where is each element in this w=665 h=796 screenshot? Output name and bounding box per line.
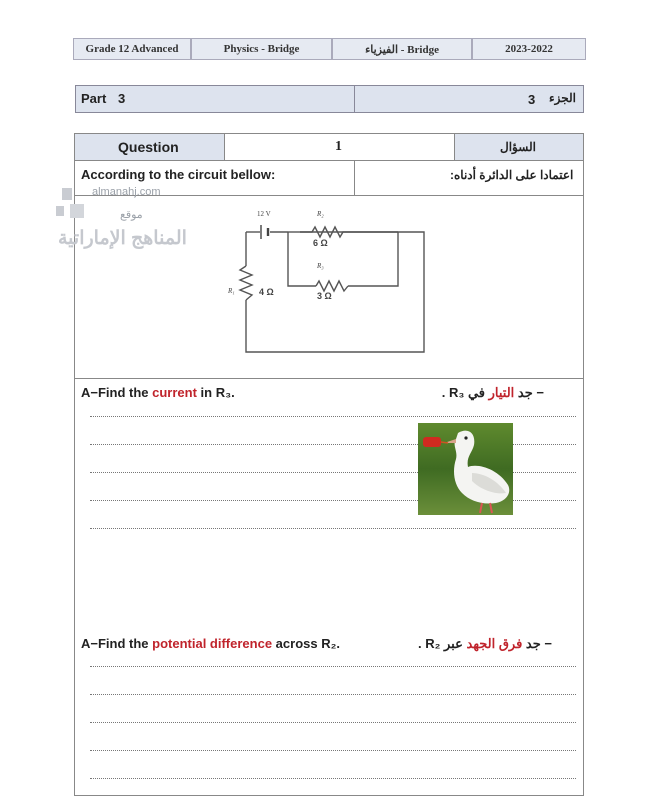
answer-line[interactable] [90,778,576,779]
r1-value: 4 Ω [259,287,274,297]
watermark-line1: موقع [120,209,143,221]
question-b-ar [400,636,552,652]
intro-text-ar: اعتمادا على الدائرة أدناه: [450,168,574,182]
resistor-r3 [316,281,348,291]
question-a-ar-highlight: التيار [488,385,515,400]
question-b-suffix: across R₂. [272,636,340,651]
circuit-diagram [220,204,435,360]
watermark-box-2 [56,206,64,216]
question-b-ar-prefix: − جد [522,636,552,651]
part-bar-left [75,85,355,113]
r2-label: R₂ [317,210,324,218]
r1-label: R₁ [228,287,235,295]
watermark-box-1 [62,188,72,200]
r3-label: R₃ [317,262,324,270]
header-year: 2023-2022 [472,38,586,60]
answer-line[interactable] [90,666,576,667]
dove-photo [418,423,513,515]
part-label: Part [81,91,107,106]
answer-line[interactable] [90,416,576,417]
question-label: Question [118,139,179,155]
wire-node-left [288,232,290,286]
battery-label: 12 V [257,210,271,218]
answer-line[interactable] [90,722,576,723]
header-subject: Physics - Bridge [191,38,332,60]
intro-text: According to the circuit bellow: [81,167,276,182]
question-a-ar [418,385,544,401]
resistor-r1 [240,266,252,300]
answer-line[interactable] [90,694,576,695]
question-b-ar-highlight: فرق الجهد [466,636,523,651]
question-a-prefix: A−Find the [81,385,153,400]
watermark-line2: المناهج الإماراتية [58,228,187,249]
question-b-ar-suffix: عبر R₂ . [417,636,467,651]
header-grade: Grade 12 Advanced [73,38,191,60]
wire-node-right [385,232,398,286]
answer-line[interactable] [90,750,576,751]
question-a-text [81,385,235,400]
question-a-suffix: in R₃. [196,385,235,400]
question-label-ar: السؤال [500,140,536,154]
r3-value: 3 Ω [317,291,332,301]
question-a-ar-prefix: − جد [514,385,544,400]
header-subject-ar: Bridge - الفيزياء [332,38,472,60]
question-number: 1 [335,139,342,154]
r2-value: 6 Ω [313,238,328,248]
watermark-box-3 [70,204,84,218]
question-b-highlight: potential difference [152,636,273,651]
part-number-ar: 3 [528,92,536,107]
answer-line[interactable] [90,528,576,529]
question-a-highlight: current [152,385,197,400]
part-label-ar: الجزء [549,91,576,105]
question-b-prefix: A−Find the [81,636,153,651]
watermark-url: almanahj.com [92,186,161,198]
part-number: 3 [118,91,126,106]
question-b-text [81,636,340,651]
section-divider [74,378,584,379]
question-a-ar-suffix: في R₃ . [441,385,489,400]
